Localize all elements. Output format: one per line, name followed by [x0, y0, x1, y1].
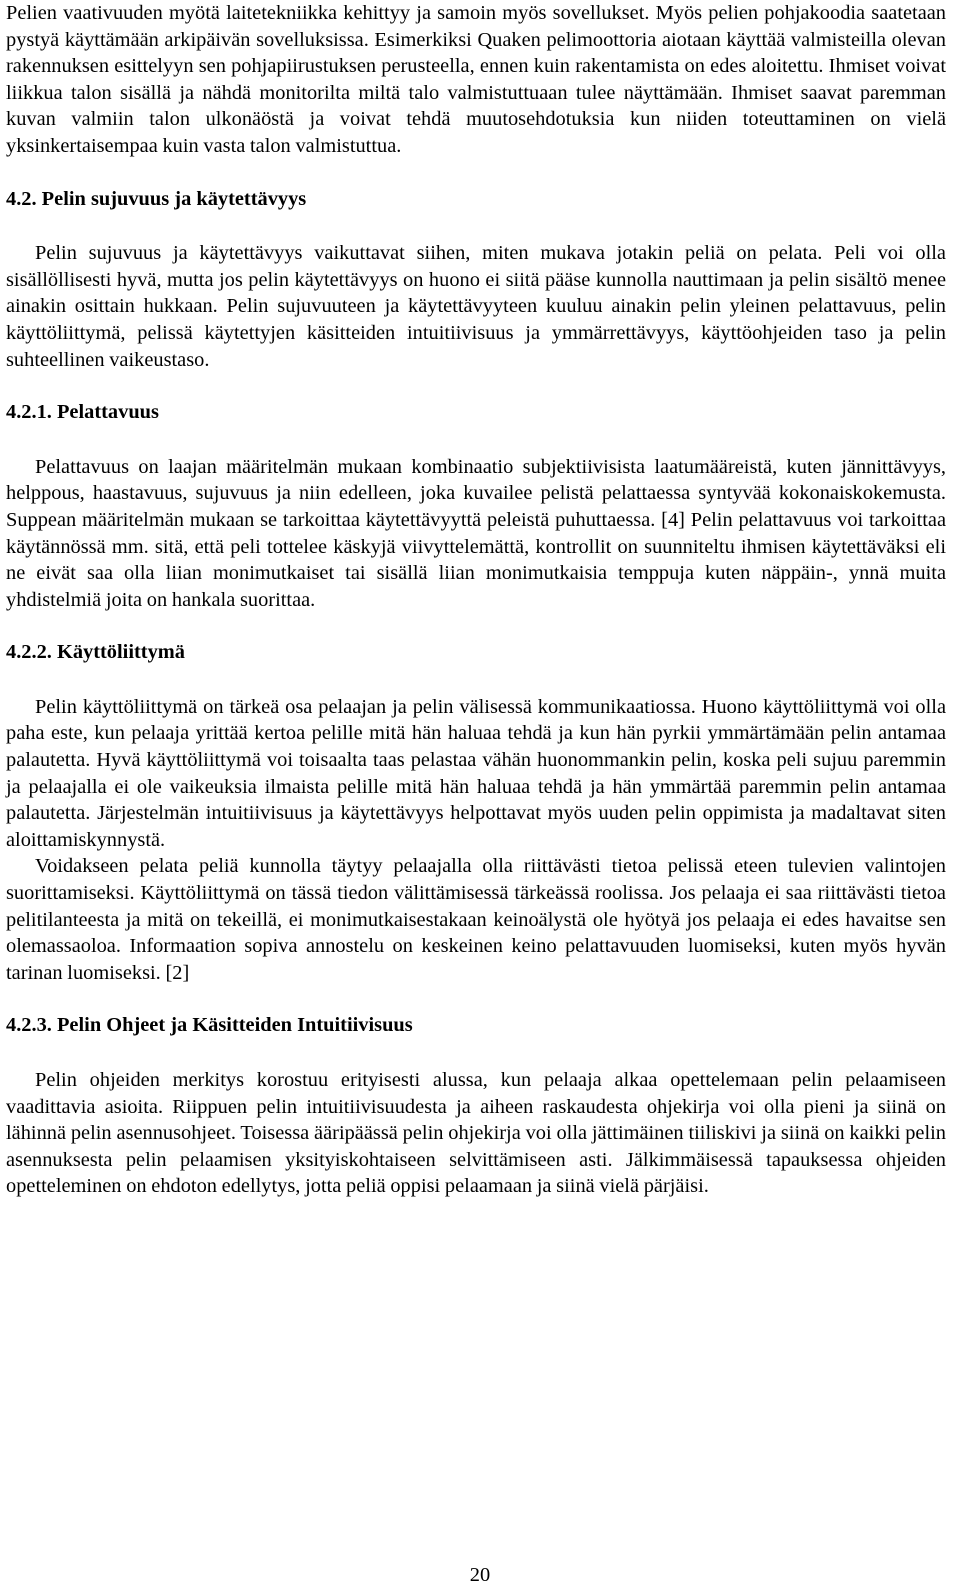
section-4-2-3-paragraph: Pelin ohjeiden merkitys korostuu erityisesti alussa, kun pelaaja alkaa opettelemaan pelin pelaamiseen vaadittavia asioita. Riippuen pelin intuitiivisuudesta ja aiheen raskaudesta ohjekirja voi olla pieni ja siinä on lähinnä pelin asennusohjeet. Toisessa ääripäässä pelin ohjekirja voi olla jättimäinen tiiliskivi ja siinä on kaikki pelin asennuksesta pelin pelaamisen yksityiskohtaiseen selvittämiseen asti. Jälkimmäisessä tapauksessa ohjeiden opetteleminen on ehdoton edellytys, jotta peliä oppisi pelaamaan ja siinä vielä pärjäisi.	[6, 1069, 946, 1198]
section-heading-4-2-2: 4.2.2. Käyttöliittymä	[6, 641, 185, 664]
section-heading-4-2-1: 4.2.1. Pelattavuus	[6, 401, 159, 424]
section-4-2-1-paragraph: Pelattavuus on laajan määritelmän mukaan kombinaatio subjektiivisista laatumääreistä, kuten jännittävyys, helppous, haastavuus, sujuvuus ja niin edelleen, joka kuvailee pelistä pelattaessa syntyvää kokonaiskokemusta. Suppean määritelmän mukaan se tarkoittaa käytettävyyttä peleistä puhuttaessa. [4] Pelin pelattavuus voi tarkoittaa käytännössä mm. sitä, että peli tottelee käskyjä viivyttelemättä, kontrollit on suunniteltu ihmisen käytettäväksi eli ne eivät saa olla liian monimutkaiset tai sisällä liian monimutkaisia temppuja kuten näppäin-, ynnä muita yhdistelmiä joita on hankala suorittaa.	[6, 455, 946, 611]
document-page	[6, 0, 946, 1200]
section-4-2-2-paragraph-1: Pelin käyttöliittymä on tärkeä osa pelaajan ja pelin välisessä kommunikaatiossa. Huono käyttöliittymä voi olla paha este, kun pelaaja yrittää kertoa pelille mitä hän haluaa tehdä ja kun hän pyrkii ymmärtämään pelin antamaa palautetta. Hyvä käyttöliittymä voi toisaalta taas pelastaa vähän huonommankin pelin, koska peli sujuu paremmin ja pelaajalla ei ole vaikeuksia ilmaista pelille mitä hän haluaa tehdä ja hän ymmärtää paremmin pelin antamaa palautetta. Järjestelmän intuitiivisuus ja käytettävyys helpottavat myös uuden pelin oppimista ja madaltavat siten aloittamiskynnystä.	[6, 695, 946, 851]
section-heading-4-2-3: 4.2.3. Pelin Ohjeet ja Käsitteiden Intuitiivisuus	[6, 1014, 413, 1037]
section-4-2-paragraph: Pelin sujuvuus ja käytettävyys vaikuttavat siihen, miten mukava jotakin peliä on pelata. Peli voi olla sisällöllisesti hyvä, mutta jos pelin käytettävyys on huono ei siitä pääse kunnolla nauttimaan ja pelin sisältö menee ainakin osittain hukkaan. Pelin sujuvuuteen ja käytettävyyteen kuuluu ainakin pelin yleinen pelattavuus, pelin käyttöliittymä, pelissä käytettyjen käsitteiden intuitiivisuus ja ymmärrettävyys, käyttöohjeiden taso ja pelin suhteellinen vaikeustaso.	[6, 242, 946, 371]
intro-paragraph: Pelien vaativuuden myötä laitetekniikka kehittyy ja samoin myös sovellukset. Myös pelien pohjakoodia saatetaan pystyä käyttämään arkipäivän sovelluksissa. Esimerkiksi Quaken pelimoottoria aiotaan käyttää valmisteilla olevan rakennuksen esittelyyn sen pohjapiirustuksen perusteella, ennen kuin rakentamista on edes aloitettu. Ihmiset voivat liikkua talon sisällä ja nähdä monitorilta miltä talo valmistuttuaan tulee näyttämään. Ihmiset saavat paremman kuvan valmiin talon ulkonäöstä ja voivat tehdä muutosehdotuksia kun niiden toteuttaminen on vielä yksinkertaisempaa kuin vasta talon valmistuttua.	[6, 2, 946, 157]
section-heading-4-2: 4.2. Pelin sujuvuus ja käytettävyys	[6, 187, 307, 210]
page-number: 20	[469, 1564, 491, 1586]
section-4-2-2-paragraph-2: Voidakseen pelata peliä kunnolla täytyy pelaajalla olla riittävästi tietoa pelissä eteen tulevien valintojen suorittamiseksi. Käyttöliittymä on tässä tiedon välittämisessä tärkeässä roolissa. Jos pelaaja ei saa riittävästi tietoa pelitilanteesta ja mitä on tekeillä, ei monimutkaisestakaan keinoälystä ole hyötyä jos pelaaja ei edes havaitse sen olemassaoloa. Informaation sopiva annostelu on keskeinen keino pelattavuuden luomiseksi, kuten myös hyvän tarinan luomiseksi. [2]	[6, 855, 946, 984]
